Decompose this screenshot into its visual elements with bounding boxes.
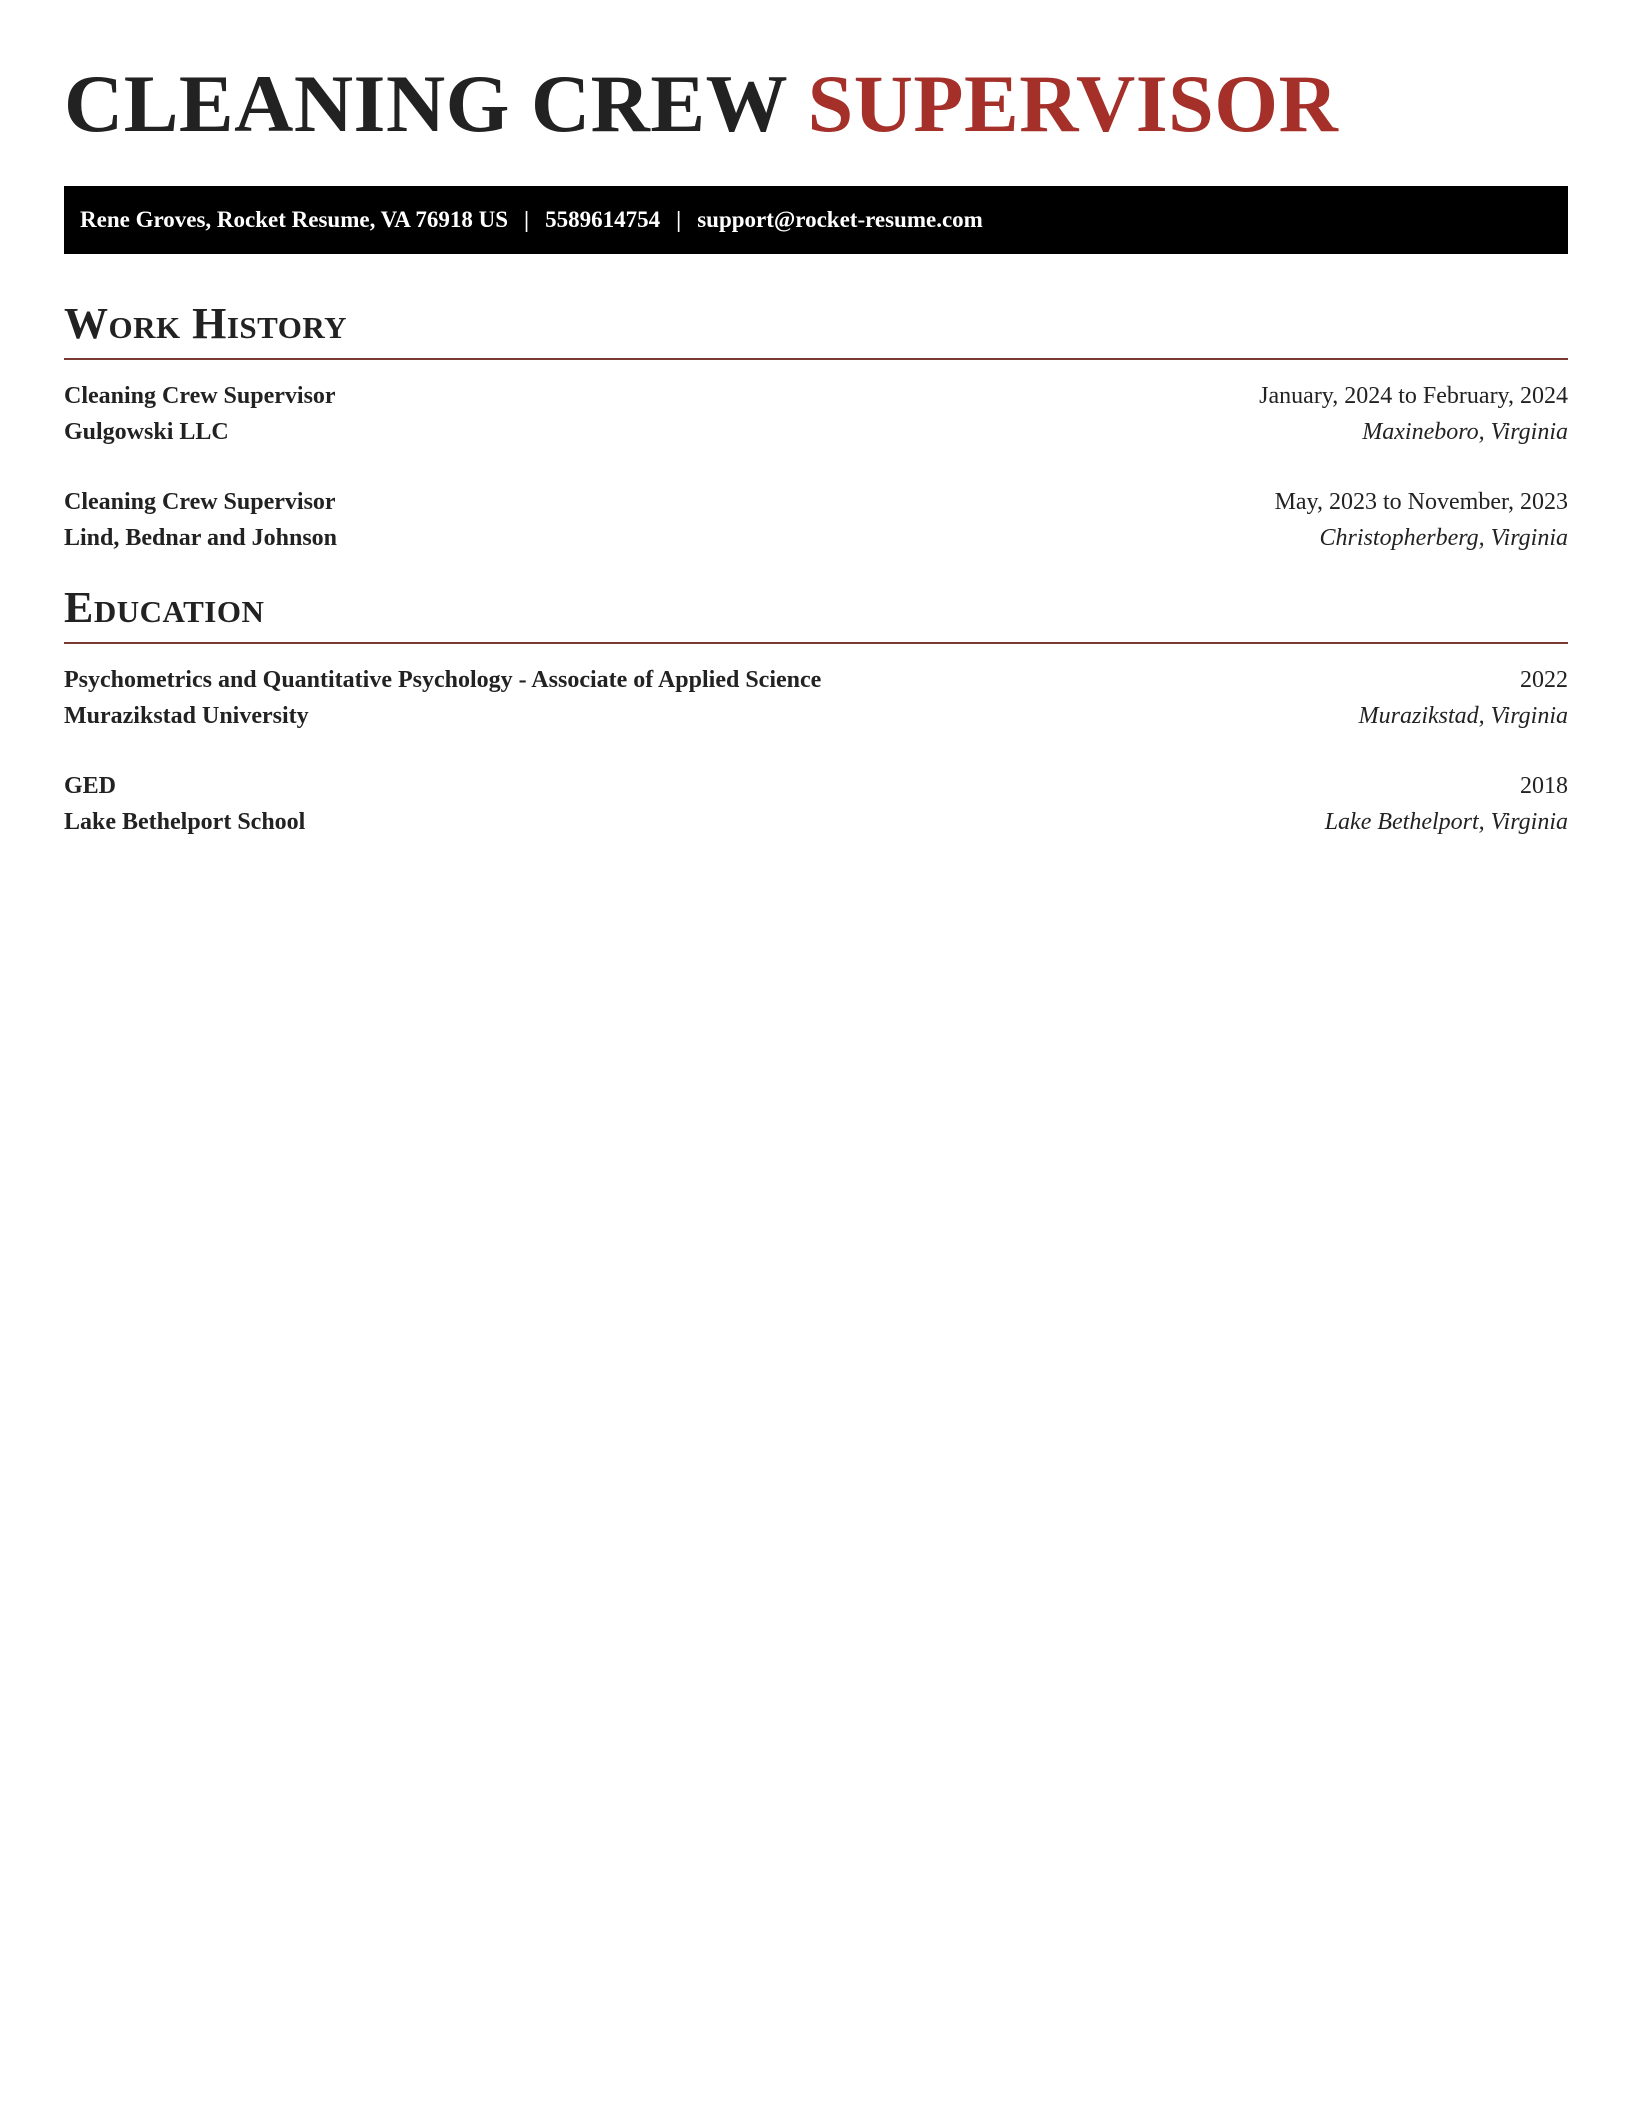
job-location: Maxineboro, Virginia: [1362, 419, 1568, 445]
contact-email: support@rocket-resume.com: [697, 207, 983, 232]
school-name: Murazikstad University: [64, 703, 309, 729]
school-location: Lake Bethelport, Virginia: [1324, 809, 1568, 835]
degree-title: GED: [64, 773, 117, 799]
school-name: Lake Bethelport School: [64, 809, 306, 835]
section-heading-education: Education: [64, 582, 1568, 644]
contact-phone: 5589614754: [545, 207, 661, 232]
education-section: [64, 582, 1568, 840]
work-entry-row-2: [64, 520, 1568, 556]
job-company: Gulgowski LLC: [64, 419, 229, 445]
education-entry-row-2: [64, 804, 1568, 840]
education-entry-row-1: [64, 662, 1568, 698]
degree-year: 2018: [1520, 773, 1568, 799]
education-entry-row-2: [64, 698, 1568, 734]
contact-separator: |: [676, 207, 682, 232]
degree-title: Psychometrics and Quantitative Psychology - Associate of Applied Science: [64, 667, 822, 693]
education-entry: [64, 768, 1568, 840]
contact-separator: |: [524, 207, 530, 232]
work-entry-row-1: [64, 378, 1568, 414]
job-title: Cleaning Crew Supervisor: [64, 383, 336, 409]
title-accent: SUPERVISOR: [807, 58, 1339, 149]
work-entry: [64, 378, 1568, 450]
education-entry: [64, 662, 1568, 734]
title-primary: CLEANING CREW: [64, 58, 787, 149]
education-entry-row-1: [64, 768, 1568, 804]
job-dates: January, 2024 to February, 2024: [1259, 383, 1568, 409]
job-company: Lind, Bednar and Johnson: [64, 525, 338, 551]
school-location: Murazikstad, Virginia: [1358, 703, 1568, 729]
work-history-section: [64, 298, 1568, 556]
degree-year: 2022: [1520, 667, 1568, 693]
contact-bar: [64, 186, 1568, 254]
work-entry-row-2: [64, 414, 1568, 450]
page-title: [64, 56, 1568, 152]
job-location: Christopherberg, Virginia: [1319, 525, 1568, 551]
job-title: Cleaning Crew Supervisor: [64, 489, 336, 515]
work-entry: [64, 484, 1568, 556]
contact-address: Rene Groves, Rocket Resume, VA 76918 US: [80, 207, 509, 232]
section-heading-work-history: Work History: [64, 298, 1568, 360]
work-entry-row-1: [64, 484, 1568, 520]
job-dates: May, 2023 to November, 2023: [1274, 489, 1568, 515]
